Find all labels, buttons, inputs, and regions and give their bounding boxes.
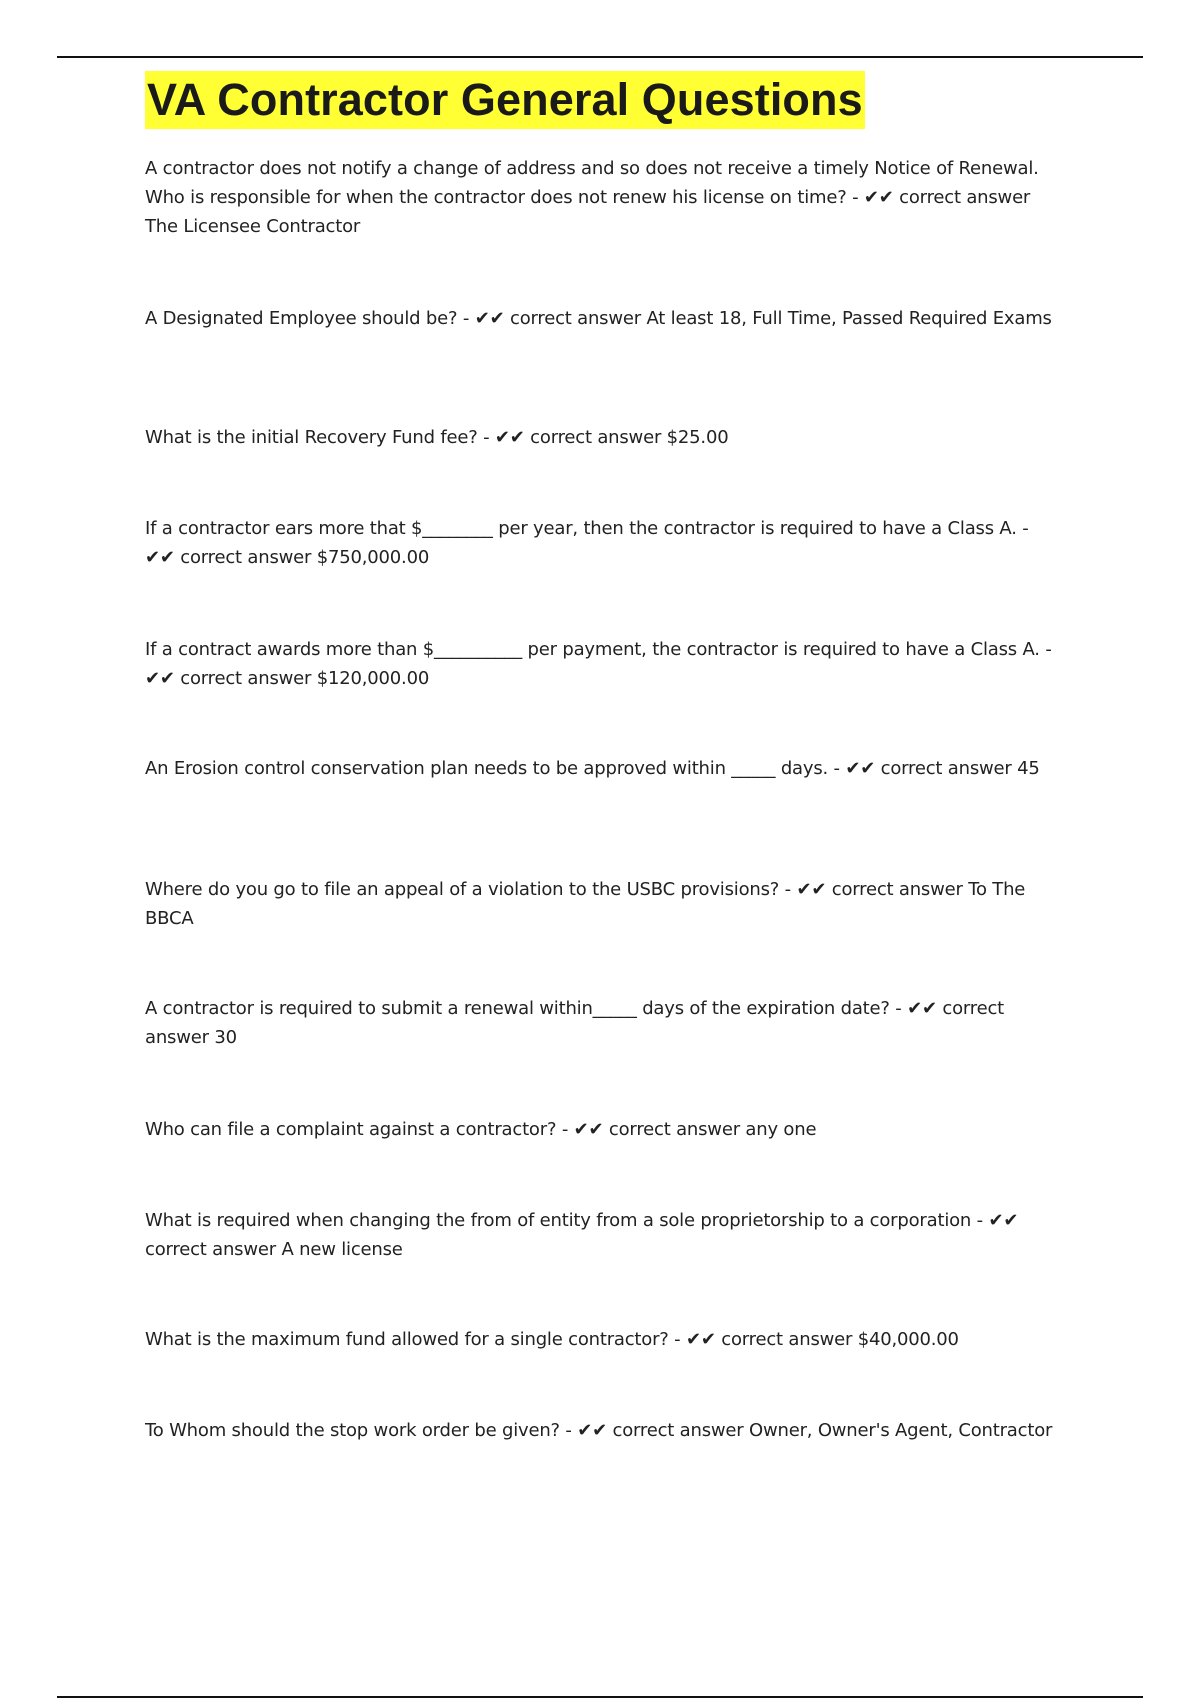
title-block xyxy=(145,71,865,129)
qa-item-7: Where do you go to file an appeal of a violation to the USBC provisions? - ✔✔ correct answer To The BBCA xyxy=(145,879,1026,929)
qa-item-11: What is the maximum fund allowed for a single contractor? - ✔✔ correct answer $40,000.00 xyxy=(145,1329,959,1350)
qa-item-6: An Erosion control conservation plan needs to be approved within _____ days. - ✔✔ correct answer 45 xyxy=(145,758,1040,779)
page-title: VA Contractor General Questions xyxy=(145,71,865,129)
qa-item-5: If a contract awards more than $__________ per payment, the contractor is required to have a Class A. - ✔✔ correct answer $120,000.00 xyxy=(145,639,1052,689)
qa-item-8: A contractor is required to submit a renewal within_____ days of the expiration date? - ✔✔ correct answer 30 xyxy=(145,998,1004,1048)
qa-item-1: A contractor does not notify a change of address and so does not receive a timely Notice of Renewal. Who is responsible for when the contractor does not renew his license on time? - ✔✔ correct answer The Licensee Contractor xyxy=(145,158,1039,237)
qa-item-4: If a contractor ears more that $________ per year, then the contractor is required to have a Class A. - ✔✔ correct answer $750,000.00 xyxy=(145,518,1029,568)
qa-item-9: Who can file a complaint against a contractor? - ✔✔ correct answer any one xyxy=(145,1119,817,1140)
qa-item-12: To Whom should the stop work order be given? - ✔✔ correct answer Owner, Owner's Agent, Contractor xyxy=(145,1420,1053,1441)
qa-item-2: A Designated Employee should be? - ✔✔ correct answer At least 18, Full Time, Passed Required Exams xyxy=(145,308,1052,329)
qa-item-10: What is required when changing the from of entity from a sole proprietorship to a corporation - ✔✔ correct answer A new license xyxy=(145,1210,1019,1260)
top-divider xyxy=(57,56,1143,58)
bottom-divider xyxy=(57,1696,1143,1698)
qa-item-3: What is the initial Recovery Fund fee? - ✔✔ correct answer $25.00 xyxy=(145,427,729,448)
